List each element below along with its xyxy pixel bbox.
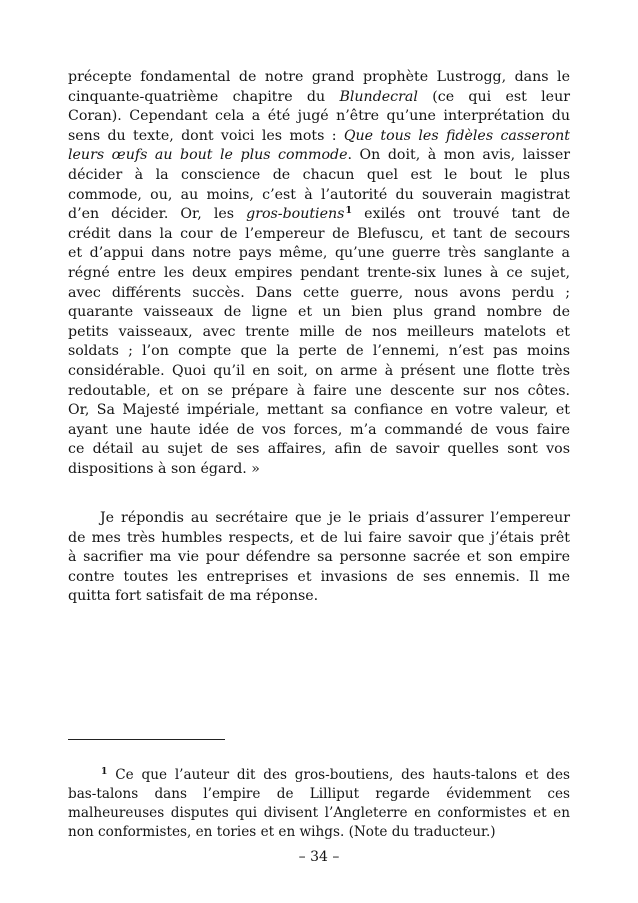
text-run: Coran). Cependant cela a été jugé n’être qu’une interprétation du [68, 108, 570, 125]
text-line [68, 342, 570, 362]
text-line [68, 766, 570, 785]
text-run: ayant une haute idée de vos forces, m’a commandé de vous faire [68, 421, 570, 438]
text-run: ce détail au sujet de ses affaires, afin de savoir quelles sont vos [68, 441, 570, 458]
text-line [68, 88, 570, 108]
text-line [68, 303, 570, 323]
page-number: – 34 – [298, 849, 340, 865]
text-run: quarante vaisseaux de ligne et un bien plus grand nombre de [68, 304, 570, 321]
italic-text: Blundecral [339, 88, 418, 105]
text-line [68, 548, 570, 568]
body-paragraph [68, 509, 570, 607]
text-line [68, 823, 570, 842]
text-line [68, 205, 570, 225]
text-line [68, 509, 570, 529]
text-line [68, 401, 570, 421]
text-run: Ce que l’auteur dit des gros-boutiens, des hauts-talons et des [107, 767, 570, 783]
text-run: sens du texte, dont voici les mots : [68, 127, 344, 144]
italic-text: leurs œufs au bout le plus commode [68, 147, 348, 164]
text-run: petits vaisseaux, avec trente mille de nos meilleurs matelots et [68, 323, 570, 340]
text-run: bas-talons dans l’empire de Lilliput regarde évidemment ces [68, 786, 570, 802]
text-run: exilés ont trouvé tant de [352, 206, 570, 223]
text-run: Je répondis au secrétaire que je le priais d’assurer l’empereur [100, 510, 570, 526]
text-line [68, 225, 570, 245]
text-line [68, 146, 570, 166]
text-line [68, 440, 570, 460]
text-line [68, 186, 570, 206]
text-run: d’en décider. Or, les [68, 206, 247, 223]
text-line [68, 421, 570, 441]
body-paragraph [68, 68, 570, 479]
text-line [68, 785, 570, 804]
text-line [68, 323, 570, 343]
text-run: dispositions à son égard. » [68, 460, 260, 477]
text-line [68, 284, 570, 304]
text-run: considérable. Quoi qu’il en soit, on arme à présent une flotte très [68, 362, 570, 379]
text-run: à sacrifier ma vie pour défendre sa personne sacrée et son empire [68, 549, 570, 566]
text-run: Or, Sa Majesté impériale, mettant sa confiance en votre valeur, et [68, 402, 570, 419]
text-run: contre toutes les entreprises et invasions de ses ennemis. Il me [68, 568, 570, 585]
text-run: régné entre les deux empires pendant trente-six lunes à ce sujet, [68, 264, 570, 281]
text-run: quitta fort satisfait de ma réponse. [68, 588, 319, 605]
text-line [68, 166, 570, 186]
footnote [68, 766, 570, 842]
text-line [68, 68, 570, 88]
text-line [68, 264, 570, 284]
text-run: malheureuses disputes qui divisent l’Angleterre en conformistes et en [68, 805, 570, 821]
text-run: . On doit, à mon avis, laisser [347, 147, 570, 164]
text-line [68, 529, 570, 549]
text-run: précepte fondamental de notre grand prophète Lustrogg, dans le [68, 69, 570, 85]
footnote-marker: 1 [345, 205, 353, 217]
text-line [68, 587, 570, 607]
text-run: avec différents succès. Dans cette guerre, nous avons perdu ; [68, 284, 570, 301]
text-run: soldats ; l’on compte que la perte de l’ennemi, n’est pas moins [68, 343, 570, 360]
text-line [68, 460, 570, 480]
text-line [68, 244, 570, 264]
text-run: cinquante-quatrième chapitre du [68, 88, 340, 105]
text-line [68, 804, 570, 823]
text-run: décider à la conscience de chacun quel est le bout le plus [68, 166, 570, 183]
text-line [68, 362, 570, 382]
text-run: crédit dans la cour de l’empereur de Blefuscu, et tant de secours [68, 225, 570, 242]
italic-text: Que tous les fidèles casseront [343, 127, 570, 144]
text-run: non conformistes, en tories et en wihgs. (Note du traducteur.) [68, 824, 496, 840]
footnote-separator [68, 739, 225, 740]
text-line [68, 382, 570, 402]
text-line [68, 107, 570, 127]
italic-text: gros-boutiens [246, 206, 345, 223]
text-run: redoutable, et on se prépare à faire une descente sur nos côtes. [68, 382, 570, 399]
footnote-marker: 1 [101, 766, 108, 778]
text-run: (ce qui est leur [417, 88, 570, 105]
text-run: de mes très humbles respects, et de lui faire savoir que j’étais prêt [68, 529, 570, 546]
text-line [68, 568, 570, 588]
text-run: commode, ou, au moins, c’est à l’autorité du souverain magistrat [68, 186, 570, 203]
text-run: et d’appui dans notre pays même, qu’une guerre très sanglante a [68, 245, 570, 262]
text-line [68, 127, 570, 147]
